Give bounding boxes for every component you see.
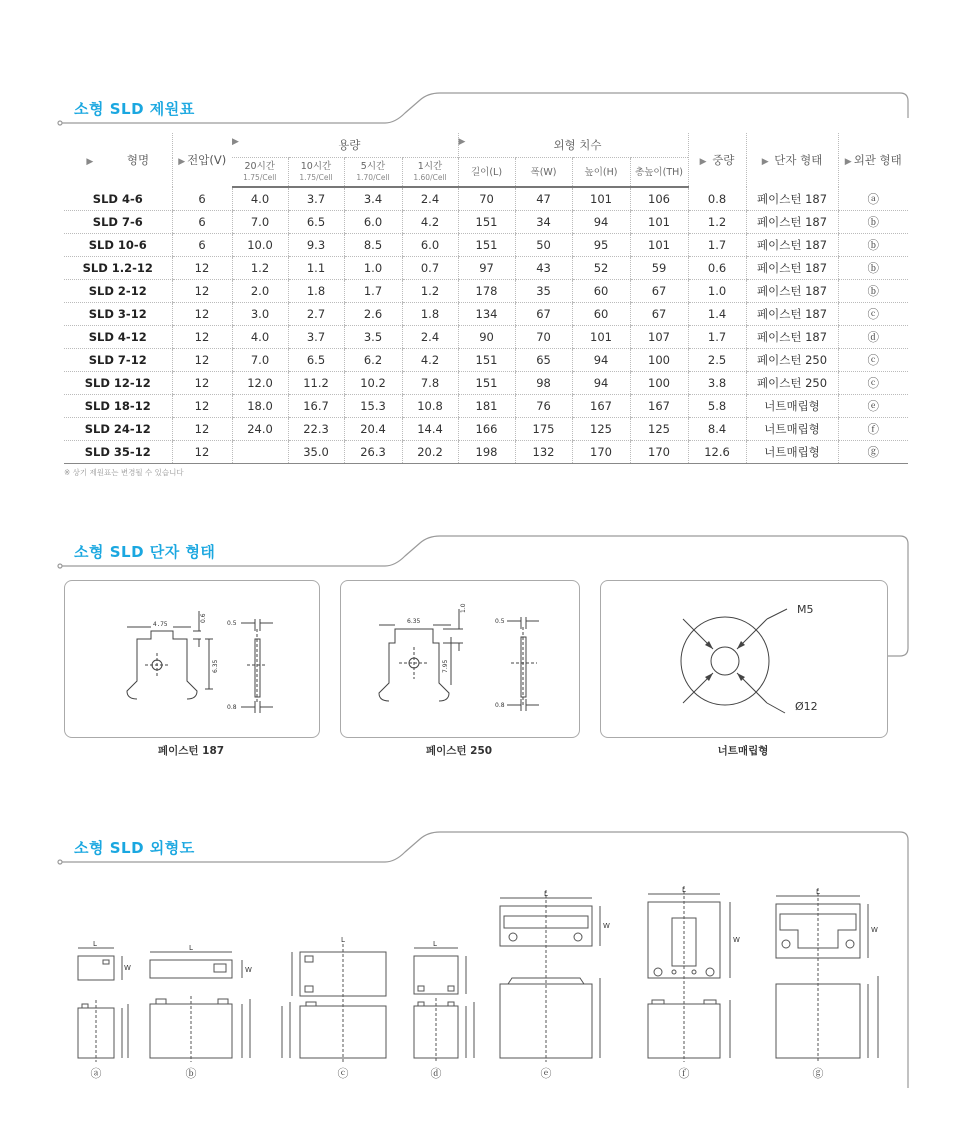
table-cell: 1.4 [688,303,746,326]
table-cell: 10.8 [402,395,458,418]
table-cell: 1.2 [232,257,288,280]
dim-label: 6.35 [212,659,219,673]
model-cell: SLD 10-6 [64,234,172,257]
table-cell: 101 [572,187,630,211]
table-cell: 1.7 [688,234,746,257]
table-cell: 26.3 [344,441,402,464]
dimension-sub-header: 폭(W) [515,158,572,188]
table-cell: 94 [572,349,630,372]
table-cell: 22.3 [288,418,344,441]
header-weight: ▶ 중량 [688,133,746,187]
table-cell: 100 [630,349,688,372]
table-cell: 101 [572,326,630,349]
table-cell: ⓒ [838,372,908,395]
table-cell: 페이스턴 187 [746,187,838,211]
dim-W: W [245,966,252,974]
table-cell: 52 [572,257,630,280]
dim-L: L [682,886,686,894]
table-cell: ⓖ [838,441,908,464]
table-cell: 6 [172,187,232,211]
table-cell: 2.6 [344,303,402,326]
header-model: ▶ 형명 [86,153,150,167]
table-cell: 170 [572,441,630,464]
table-cell: 106 [630,187,688,211]
table-cell: 3.0 [232,303,288,326]
model-cell: SLD 2-12 [64,280,172,303]
table-cell: 12 [172,349,232,372]
table-cell: 76 [515,395,572,418]
table-cell: 페이스턴 187 [746,234,838,257]
table-cell: 8.5 [344,234,402,257]
table-cell: 6 [172,211,232,234]
table-cell: 3.8 [688,372,746,395]
table-cell: 178 [458,280,515,303]
header-appearance: ▶ 외관 형태 [838,133,908,187]
model-cell: SLD 12-12 [64,372,172,395]
table-cell: 0.8 [688,187,746,211]
model-cell: SLD 4-12 [64,326,172,349]
table-cell: 3.5 [344,326,402,349]
table-cell: ⓐ [838,187,908,211]
table-cell: 페이스턴 250 [746,349,838,372]
dimension-sub-header: 길이(L) [458,158,515,188]
table-cell: ⓑ [838,234,908,257]
table-cell: 12 [172,280,232,303]
model-cell: SLD 4-6 [64,187,172,211]
table-cell: 너트매립형 [746,395,838,418]
dim-L: L [189,944,193,952]
table-cell: 0.6 [688,257,746,280]
model-cell: SLD 24-12 [64,418,172,441]
table-cell: 1.2 [688,211,746,234]
terminal-caption-nut: 너트매립형 [717,745,769,757]
terminal-section-title: 소형 SLD 단자 형태 [74,543,216,561]
dim-L: L [433,940,437,948]
table-cell: 15.3 [344,395,402,418]
dimension-sub-header: 높이(H) [572,158,630,188]
capacity-sub-header: 10시간 1.75/Cell [288,158,344,188]
table-cell: 0.7 [402,257,458,280]
table-cell: 1.7 [344,280,402,303]
outline-label-a: ⓐ [90,1067,102,1080]
table-cell: 94 [572,211,630,234]
table-cell: 1.7 [688,326,746,349]
table-cell: 95 [572,234,630,257]
table-cell: 59 [630,257,688,280]
table-cell: 198 [458,441,515,464]
table-cell: 125 [572,418,630,441]
table-cell: 10.2 [344,372,402,395]
table-cell: 10.0 [232,234,288,257]
table-cell: 20.4 [344,418,402,441]
table-cell: 70 [515,326,572,349]
table-cell: 12 [172,257,232,280]
model-cell: SLD 35-12 [64,441,172,464]
table-cell: 4.0 [232,187,288,211]
table-cell: 12 [172,418,232,441]
table-cell: 98 [515,372,572,395]
table-cell: 132 [515,441,572,464]
table-cell: 12 [172,372,232,395]
table-cell: 65 [515,349,572,372]
table-cell: 12 [172,326,232,349]
table-cell: 8.4 [688,418,746,441]
table-cell: 6.5 [288,211,344,234]
table-cell: ⓒ [838,303,908,326]
model-cell: SLD 7-12 [64,349,172,372]
table-cell: 67 [515,303,572,326]
table-cell: 34 [515,211,572,234]
table-cell: 4.2 [402,349,458,372]
table-cell: 151 [458,211,515,234]
model-cell: SLD 3-12 [64,303,172,326]
table-cell: 94 [572,372,630,395]
table-cell: 107 [630,326,688,349]
table-cell: 170 [630,441,688,464]
capacity-sub-header: 1시간 1.60/Cell [402,158,458,188]
table-cell: 16.7 [288,395,344,418]
dim-L: L [544,890,548,898]
table-cell: ⓔ [838,395,908,418]
table-cell: 101 [630,211,688,234]
dim-L: L [816,888,820,896]
dim-W: W [871,926,878,934]
header-voltage: ▶ 전압(V) [172,133,232,187]
m5-label: M5 [797,603,814,616]
table-cell: 60 [572,280,630,303]
dim-label: 0.8 [227,704,237,711]
dim-label: 6.35 [407,618,421,625]
dimension-sub-header: 총높이(TH) [630,158,688,188]
table-cell: 14.4 [402,418,458,441]
dim-L: L [93,940,97,948]
table-cell: 페이스턴 250 [746,372,838,395]
table-cell: 97 [458,257,515,280]
table-cell: 70 [458,187,515,211]
dim-W: W [603,922,610,930]
outline-label-d: ⓓ [430,1067,442,1080]
table-cell: 12 [172,395,232,418]
table-cell: 2.4 [402,326,458,349]
table-cell: 12.6 [688,441,746,464]
table-cell: 18.0 [232,395,288,418]
table-cell: ⓑ [838,211,908,234]
table-cell: 너트매립형 [746,418,838,441]
dim-label: 0.5 [227,620,237,627]
table-cell: 181 [458,395,515,418]
table-cell: 35 [515,280,572,303]
table-cell: 2.0 [232,280,288,303]
table-cell: 125 [630,418,688,441]
model-cell: SLD 18-12 [64,395,172,418]
table-cell: 2.5 [688,349,746,372]
table-cell: 1.2 [402,280,458,303]
dim-label: 0.5 [495,618,505,625]
table-cell: 1.8 [288,280,344,303]
table-cell: 6.5 [288,349,344,372]
table-cell: ⓓ [838,326,908,349]
table-cell: 166 [458,418,515,441]
table-cell: 151 [458,349,515,372]
table-cell: 페이스턴 187 [746,326,838,349]
capacity-sub-header: 5시간 1.70/Cell [344,158,402,188]
table-cell: 3.4 [344,187,402,211]
table-cell: 7.0 [232,211,288,234]
table-cell: 2.7 [288,303,344,326]
dim-L: L [341,936,345,944]
table-cell: 11.2 [288,372,344,395]
terminal-caption-250: 페이스턴 250 [425,745,493,757]
table-cell: 47 [515,187,572,211]
spec-note: ※ 상기 제원표는 변경될 수 있습니다 [64,468,184,477]
table-cell: 4.2 [402,211,458,234]
table-cell: 5.8 [688,395,746,418]
model-cell: SLD 1.2-12 [64,257,172,280]
table-cell: ⓕ [838,418,908,441]
model-cell: SLD 7-6 [64,211,172,234]
table-cell: 67 [630,303,688,326]
table-cell: 1.1 [288,257,344,280]
table-cell: 167 [572,395,630,418]
table-cell: 4.0 [232,326,288,349]
dim-W: W [124,964,131,972]
table-cell: 2.4 [402,187,458,211]
table-cell: 1.0 [344,257,402,280]
table-cell: 페이스턴 187 [746,303,838,326]
table-cell: 167 [630,395,688,418]
table-cell: ⓒ [838,349,908,372]
outline-label-g: ⓖ [812,1067,824,1080]
capacity-sub-header: 20시간 1.75/Cell [232,158,288,188]
table-cell: ⓑ [838,257,908,280]
table-cell: 3.7 [288,326,344,349]
table-cell: 1.0 [688,280,746,303]
table-cell: 3.7 [288,187,344,211]
outline-label-c: ⓒ [337,1067,349,1080]
table-cell: 35.0 [288,441,344,464]
table-cell: 1.8 [402,303,458,326]
table-cell: 24.0 [232,418,288,441]
dim-label: 7.95 [442,659,449,673]
outline-label-f: ⓕ [678,1067,690,1080]
diameter-label: Ø12 [795,700,818,713]
header-capacity: ▶ 용량 [232,137,361,152]
table-cell: 43 [515,257,572,280]
table-cell: 6 [172,234,232,257]
table-cell: 101 [630,234,688,257]
table-cell: 175 [515,418,572,441]
terminal-caption-187: 페이스턴 187 [157,745,225,757]
table-cell: 페이스턴 187 [746,280,838,303]
table-cell: 6.2 [344,349,402,372]
table-cell: 100 [630,372,688,395]
table-cell: 7.0 [232,349,288,372]
table-cell: 페이스턴 187 [746,257,838,280]
table-cell: 134 [458,303,515,326]
table-cell: 151 [458,234,515,257]
dim-label: 0.6 [200,613,207,623]
dim-label: 0.8 [495,702,505,709]
table-cell: 6.0 [402,234,458,257]
table-cell: 7.8 [402,372,458,395]
table-cell: 151 [458,372,515,395]
table-cell: 너트매립형 [746,441,838,464]
table-cell: 페이스턴 187 [746,211,838,234]
table-cell: 12.0 [232,372,288,395]
table-cell: 60 [572,303,630,326]
outline-section-title: 소형 SLD 외형도 [74,839,195,857]
table-cell: 90 [458,326,515,349]
table-cell: 67 [630,280,688,303]
outline-label-e: ⓔ [540,1067,552,1080]
dim-label: 1.0 [460,603,467,613]
table-cell: 9.3 [288,234,344,257]
table-cell: 6.0 [344,211,402,234]
table-cell: 20.2 [402,441,458,464]
table-cell: 12 [172,303,232,326]
spec-section-title: 소형 SLD 제원표 [74,100,195,118]
dim-W: W [733,936,740,944]
table-cell: ⓑ [838,280,908,303]
table-cell: 12 [172,441,232,464]
header-dimensions: ▶ 외형 치수 [458,133,688,158]
header-terminal: ▶ 단자 형태 [746,133,838,187]
outline-label-b: ⓑ [185,1067,197,1080]
dim-label: 4.75 [153,621,168,628]
table-cell: 50 [515,234,572,257]
